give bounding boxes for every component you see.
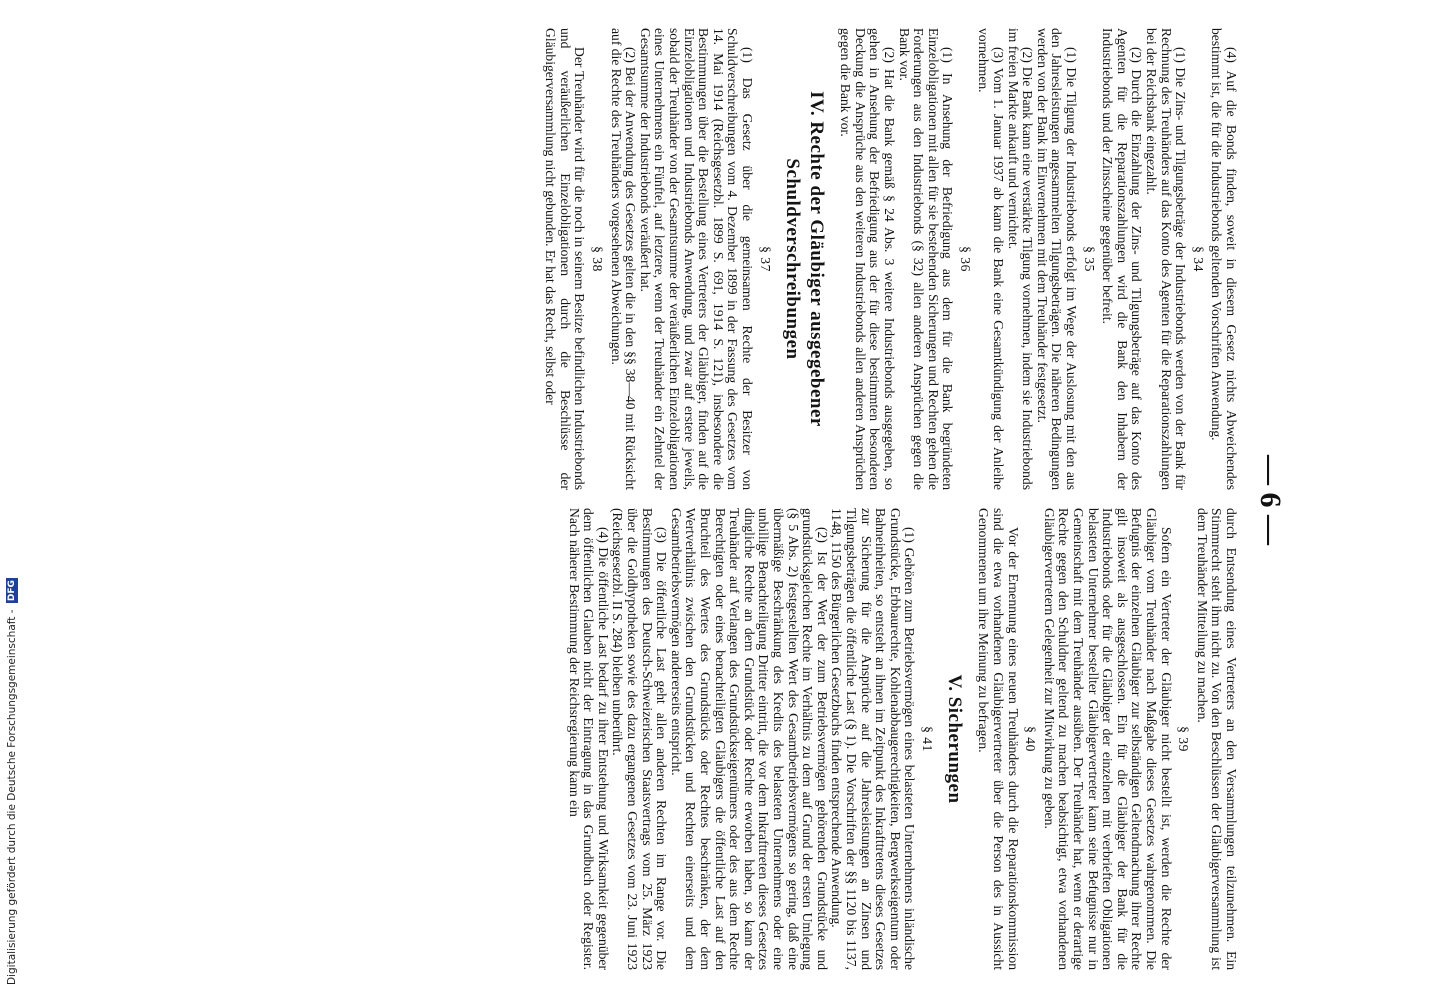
paragraph: (3) Die öffentliche Last geht allen anderen Rechten im Range vor. Die Bestimmungen des Deutsch-Schweizerischen Staatsvertrags vom 25. März 1923 über die Goldhypotheken sowie des dazu ergangenen Gesetzes vom 23. Juni 1923 (Reichsgesetzbl. II S. 284) bleiben unberührt. — [610, 508, 670, 970]
paragraph: Sofern ein Vertreter der Gläubiger nicht bestellt ist, werden die Rechte der Gläubiger vom Treuhänder nach Maßgabe dieses Gesetzes wahrgenommen. Die Befugnis der einzelnen Gläubiger zur selbständigen Geltendmachung ihrer Rechte gilt insoweit als ausgeschlossen. Ein für die Gläubiger der Bank für die Industriebonds oder für die Gläubiger der einzelnen mit verbrieften Obligationen belasteten Unternehmer bestellter Gläubigervertreter kann seine Befugnisse nur in Gemeinschaft mit dem Treuhänder ausüben. Der Treuhänder hat, wenn er derartige Rechte gegen den Schuldner geltend zu machen beabsichtigt, etwa vorhandenen Gläubigervertretern Gelegenheit zur Mitwirkung zu geben. — [1041, 508, 1174, 970]
paragraph: (3) Vom 1. Januar 1937 ab kann die Bank eine Gesamtkündigung der Anleihe vornehmen. — [976, 28, 1007, 490]
chapter-heading: IV. Rechte der Gläubiger ausgegebener Schuldverschreibungen — [781, 91, 827, 427]
chapter-heading: V. Sicherungen — [943, 674, 965, 804]
paragraph: (1) Die Tilgung der Industriebonds erfolgt im Wege der Auslosung mit den aus den Jahresleistungen angesammelten Tilgungsbeträgen. Die näheren Bedingungen werden von der Bank im Einvernehmen mit dem Treuhänder festgesetzt. — [1034, 28, 1080, 490]
section-number: § 36 — [957, 246, 973, 272]
paragraph: (1) Das Gesetz über die gemeinsamen Rechte der Besitzer von Schuldverschreibungen vom 4. Dezember 1899 in der Fassung des Gesetzes vom 14. Mai 1914 (Reichsgesetzbl. 1899 S. 691, 1914 S. 121), insbesondere die Bestimmungen über die Bestellung eines Vertreters der Gläubiger, finden auf die Einzelobligationen und Industriebonds Anwendung, und zwar auf erstere jeweils, sobald der Treuhänder von der Gesamtsumme der veräußerlichen Einzelobligationen eines Unternehmens ein Fünftel, auf letztere, wenn der Treuhänder ein Zehntel der Gesamtsumme der Industriebonds veräußert hat. — [637, 28, 755, 490]
dfg-logo: DFG — [7, 580, 17, 602]
section-number: § 40 — [1023, 726, 1039, 752]
section-number: § 38 — [590, 246, 606, 272]
left-text-column — [543, 28, 1238, 490]
section-number: § 39 — [1176, 726, 1192, 752]
paragraph: (1) Gehören zum Betriebsvermögen eines belasteten Unternehmens inländische Grundstücke, Erbbaurechte, Kohlenabbaugerechtigkeiten, Bergwerkseigentum oder Bahneinheiten, so entsteht an ihnen im Zeitpunkt des Inkrafttretens dieses Gesetzes zur Sicherung für die Ansprüche auf die Jahresleistungen an Zinsen und Tilgungsbeträgen die öffentliche Last (§ 1). Die Vorschriften der §§ 1120 bis 1137, 1148, 1150 des Bürgerlichen Gesetzbuchs finden entsprechende Anwendung. — [829, 508, 918, 970]
right-text-column — [566, 508, 1238, 970]
paragraph: (1) In Ansehung der Befriedigung aus dem für die Bank begründeten Einzelobligationen mit allen für sie bestehenden Sicherungen und Rechten gehen die Forderungen aus den Industriebonds (§ 32) allen anderen Ansprüchen gegen die Bank vor. — [896, 28, 956, 490]
section-number: § 35 — [1081, 246, 1097, 272]
digitization-credit: Digitalisierung gefördert durch die Deutsche Forschungsgemeinschaft - DFG — [6, 580, 18, 985]
section-number: § 41 — [919, 726, 935, 752]
paragraph: (1) Die Zins- und Tilgungsbeträge der Industriebonds werden von der Bank für Rechnung des Treuhänders auf das Konto des Agenten für die Reparationszahlungen bei der Reichsbank eingezahlt. — [1144, 28, 1189, 490]
paragraph: Der Treuhänder wird für die noch in seinem Besitze befindlichen Industriebonds und veräußerlichen Einzelobligationen durch die Beschlüsse der Gläubigerversammlung nicht gebunden. Er hat das Recht, selbst oder — [543, 28, 588, 490]
paragraph: (2) Hat die Bank gemäß § 24 Abs. 3 weitere Industriebonds ausgegeben, so gehen in Ansehung der Befriedigung aus der für diese bestimmten besonderen Deckung die Ansprüche aus den weiteren Industriebonds allen anderen Ansprüchen gegen die Bank vor. — [838, 28, 897, 490]
paragraph: (2) Durch die Einzahlung der Zins- und Tilgungsbeträge auf das Konto des Agenten für die Reparationszahlungen wird die Bank den Inhabern der Industriebonds und der Zinsscheine gegenüber befreit. — [1100, 28, 1145, 490]
credit-text: Digitalisierung gefördert durch die Deutsche Forschungsgemeinschaft — [6, 616, 18, 985]
section-number: § 37 — [757, 246, 773, 272]
paragraph: (4) Die öffentliche Last bedarf zu ihrer Entstehung und Wirksamkeit gegenüber dem öffentlichen Glauben nicht der Eintragung in das Grundbuch oder Register. Nach näherer Bestimmung der Reichsregierung kann ein — [566, 508, 611, 970]
paragraph: (2) Die Bank kann eine verstärkte Tilgung vornehmen, indem sie Industriebonds im freien Markte ankauft und vernichtet. — [1005, 28, 1036, 490]
paragraph: Vor der Ernennung eines neuen Treuhänders durch die Reparationskommission sind die etwa vorhandenen Gläubigervertreter über die Person des in Aussicht Genommenen um ihre Meinung zu befragen. — [976, 508, 1021, 970]
paragraph: (2) Bei der Anwendung des Gesetzes gelten die in den §§ 38—40 mit Rücksicht auf die Rechte des Treuhänders vorgesehenen Abweichungen. — [608, 28, 639, 490]
page-number: — 6 — — [1254, 455, 1287, 545]
section-number: § 34 — [1190, 246, 1206, 272]
paragraph: durch Entsendung eines Vertreters an den Versammlungen teilzunehmen. Ein Stimmrecht steht ihm nicht zu. Von den Beschlüssen der Gläubigerversammlung ist dem Treuhänder Mitteilung zu machen. — [1194, 508, 1239, 970]
paragraph: (2) Ist der Wert der zum Betriebsvermögen gehörenden Grundstücke und grundstücksgleichen Rechte im Verhältnis zu dem auf Grund der ersten Umlegung (§ 5 Abs. 2) festgestellten Wert des Gesamtbetriebsvermögens so gering, daß eine übermäßige Beschränkung des Kredits des belasteten Unternehmens oder eine unbillige Benachteiligung Dritter eintritt, die vor dem Inkrafttreten dieses Gesetzes dingliche Rechte an dem Grundstück oder Rechte erworben haben, so kann der Treuhänder auf Verlangen des Grundstückseigentümers oder des aus dem Rechte Berechtigten oder eines benachteiligten Gläubigers die öffentliche Last auf den Bruchteil des Wertes des Grundstücks oder Rechtes beschränken, der dem Wertverhältnis zwischen den Grundstücken und Rechten einerseits und dem Gesamtbetriebsvermögen andererseits entspricht. — [668, 508, 830, 970]
paragraph: (4) Auf die Bonds finden, soweit in diesem Gesetz nichts Abweichendes bestimmt ist, die für die Industriebonds geltenden Vorschriften Anwendung. — [1209, 28, 1239, 490]
